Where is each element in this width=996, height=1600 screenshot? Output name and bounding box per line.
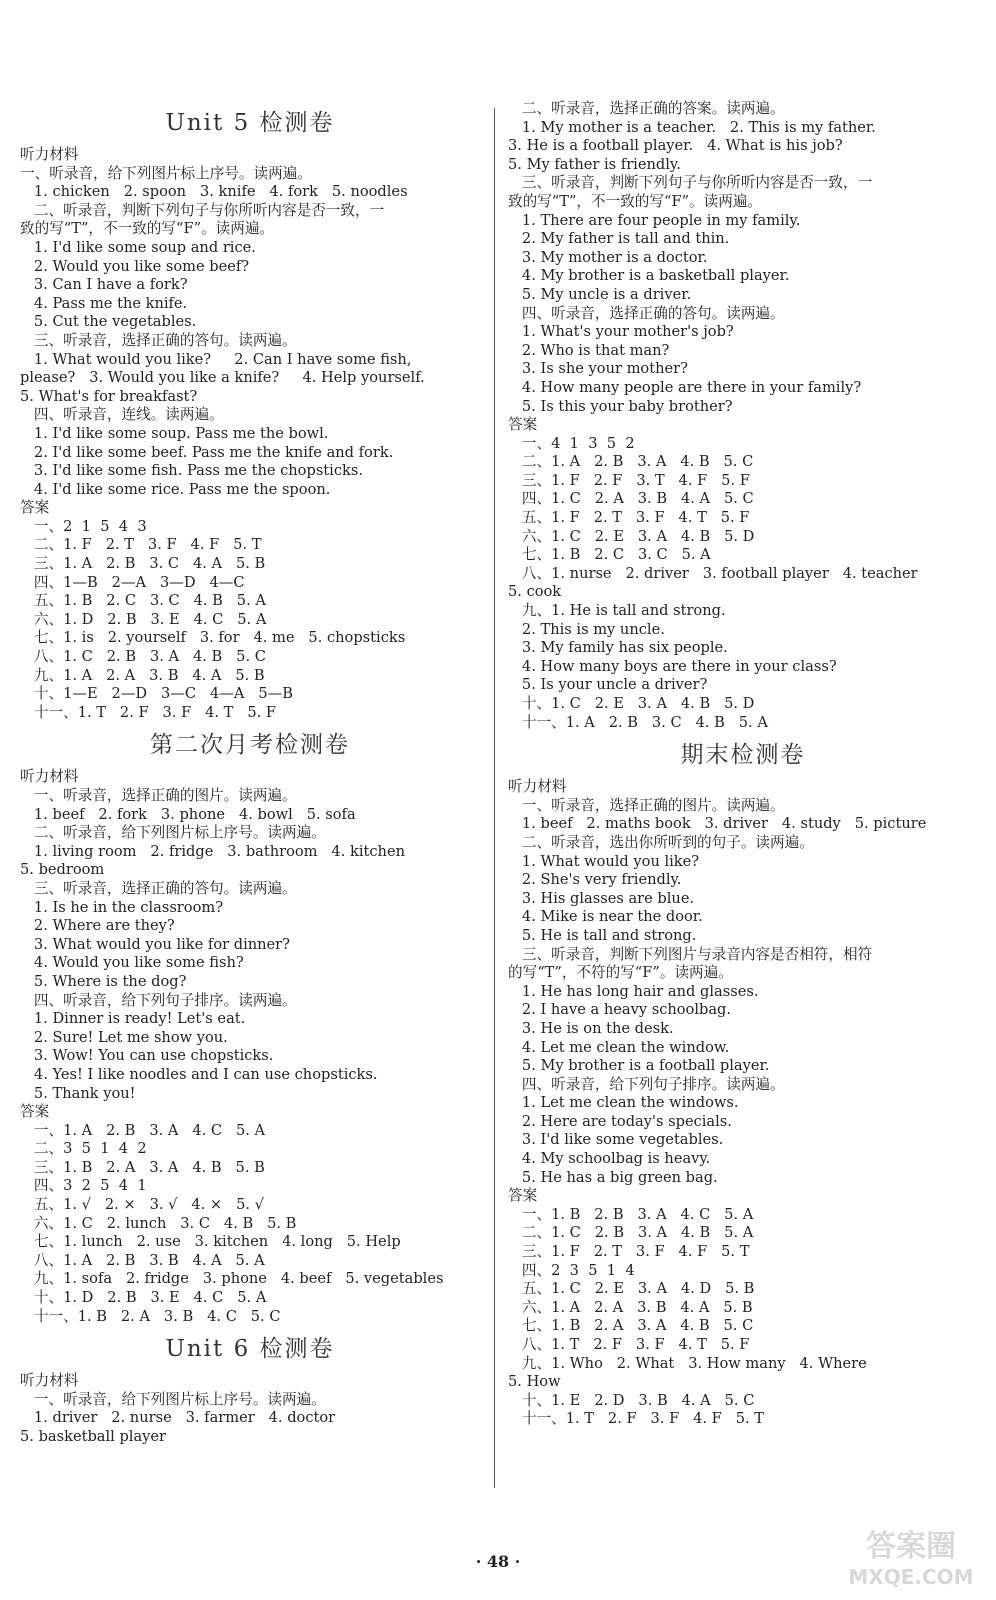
text-line: 一、听录音，给下列图片标上序号。读两遍。 [20, 164, 312, 182]
text-line: 1. I'd like some soup and rice. [20, 238, 256, 256]
text-line: 五、1. √ 2. × 3. √ 4. × 5. √ [20, 1196, 264, 1214]
text-line: 三、1. B 2. A 3. A 4. B 5. B [20, 1158, 265, 1176]
text-line: 十、1. C 2. E 3. A 4. B 5. D [508, 695, 755, 712]
text-line: 1. chicken 2. spoon 3. knife 4. fork 5. noodles [20, 183, 408, 201]
text-line: 八、1. C 2. B 3. A 4. B 5. C [20, 648, 266, 666]
text-line: 七、1. B 2. A 3. A 4. B 5. C [508, 1317, 754, 1335]
text-line: 九、1. He is tall and strong. [508, 602, 726, 620]
text-line: 九、1. Who 2. What 3. How many 4. Where [508, 1354, 867, 1372]
text-line: 七、1. B 2. C 3. C 5. A [508, 546, 711, 564]
text-line: 5. How [508, 1373, 561, 1391]
text-line: 1. My mother is a teacher. 2. This is my father. [508, 118, 876, 136]
text-line: 5. cook [508, 583, 562, 601]
text-line: 4. Pass me the knife. [20, 294, 188, 312]
text-line: 三、1. F 2. T 3. F 4. F 5. T [508, 1243, 750, 1261]
text-line: 听力材料 [20, 768, 79, 786]
text-line: 二、听录音，给下列图片标上序号。读两遍。 [20, 824, 326, 842]
text-line: 5. Cut the vegetables. [20, 313, 197, 331]
text-line: 三、1. A 2. B 3. C 4. A 5. B [20, 555, 266, 573]
text-line: 4. Would you like some fish? [20, 954, 244, 972]
column-divider [494, 108, 495, 1488]
text-line: 十一、1. A 2. B 3. C 4. B 5. A [508, 713, 768, 731]
text-line: 九、1. sofa 2. fridge 3. phone 4. beef 5. vegetables [20, 1270, 444, 1288]
text-line: 5. basketball player [20, 1428, 167, 1445]
text-line: 致的写“T”，不一致的写“F”。读两遍。 [508, 192, 763, 210]
text-line: 听力材料 [20, 146, 79, 163]
text-line: 2. She's very friendly. [508, 871, 682, 889]
text-line: 三、听录音，判断下列图片与录音内容是否相符，相符 [508, 945, 873, 963]
text-line: 八、1. nurse 2. driver 3. football player 4. teacher [508, 564, 918, 582]
text-line: 4. I'd like some rice. Pass me the spoon. [20, 480, 331, 498]
text-line: 1. beef 2. maths book 3. driver 4. study 5. picture [508, 815, 927, 833]
text-line: please? 3. Would you like a knife? 4. Help yourself. [20, 369, 425, 387]
text-line: 七、1. is 2. yourself 3. for 4. me 5. chopsticks [20, 629, 406, 647]
text-line: 八、1. A 2. B 3. B 4. A 5. A [20, 1251, 265, 1269]
text-line: 4. My schoolbag is heavy. [508, 1150, 711, 1168]
section-title: Unit 6 检测卷 [165, 1336, 335, 1363]
text-line: 1. I'd like some soup. Pass me the bowl. [20, 424, 329, 442]
section-title: Unit 5 检测卷 [165, 110, 335, 136]
svg-text:MXQE.COM: MXQE.COM [848, 1565, 974, 1589]
text-line: 答案 [508, 416, 538, 434]
text-line: 五、1. F 2. T 3. F 4. T 5. F [508, 509, 750, 527]
text-line: 5. My father is friendly. [508, 155, 681, 173]
text-line: 5. Where is the dog? [20, 972, 187, 990]
text-line: 3. I'd like some vegetables. [508, 1131, 724, 1149]
text-line: 五、1. B 2. C 3. C 4. B 5. A [20, 592, 266, 610]
text-line: 1. Let me clean the windows. [508, 1094, 739, 1112]
text-line: 二、1. A 2. B 3. A 4. B 5. C [508, 453, 754, 471]
text-line: 二、听录音，判断下列句子与你所听内容是否一致，一 [20, 201, 385, 219]
text-line: 六、1. C 2. lunch 3. C 4. B 5. B [20, 1214, 297, 1232]
text-line: 5. What's for breakfast? [20, 387, 198, 405]
text-line: 四、听录音，给下列句子排序。读两遍。 [20, 991, 297, 1009]
text-line: 十一、1. B 2. A 3. B 4. C 5. C [20, 1307, 281, 1325]
text-line: 四、3 2 5 4 1 [20, 1177, 147, 1195]
text-line: 八、1. T 2. F 3. F 4. T 5. F [508, 1336, 750, 1353]
text-line: 3. He is on the desk. [508, 1019, 674, 1037]
text-line: 一、听录音，选择正确的图片。读两遍。 [20, 787, 297, 804]
text-line: 3. His glasses are blue. [508, 889, 695, 907]
text-line: 3. What would you like for dinner? [20, 935, 290, 953]
text-line: 3. Is she your mother? [508, 360, 688, 378]
text-line: 一、4 1 3 5 2 [508, 434, 635, 452]
section-title: 第二次月考检测卷 [150, 732, 350, 759]
text-line: 三、听录音，判断下列句子与你所听内容是否一致，一 [508, 174, 873, 192]
text-line: 二、听录音，选出你所听到的句子。读两遍。 [508, 833, 814, 851]
text-line: 十一、1. T 2. F 3. F 4. F 5. T [508, 1410, 765, 1428]
text-line: 4. How many people are there in your family? [508, 378, 862, 396]
text-line: 二、3 5 1 4 2 [20, 1140, 147, 1158]
left-column [20, 100, 480, 1447]
text-line: 2. This is my uncle. [508, 620, 665, 638]
text-line: 3. Can I have a fork? [20, 276, 188, 294]
text-line: 四、听录音，连线。读两遍。 [20, 406, 224, 424]
text-line: 1. living room 2. fridge 3. bathroom 4. kitchen [20, 842, 405, 860]
svg-text:答案圈: 答案圈 [866, 1529, 956, 1564]
text-line: 5. Is this your baby brother? [508, 397, 733, 415]
text-line: 1. Is he in the classroom? [20, 898, 224, 916]
text-line: 四、1. C 2. A 3. B 4. A 5. C [508, 490, 754, 508]
text-line: 2. I'd like some beef. Pass me the knife and fork. [20, 443, 394, 461]
text-line: 一、1. B 2. B 3. A 4. C 5. A [508, 1205, 754, 1223]
text-line: 三、1. F 2. F 3. T 4. F 5. F [508, 471, 750, 489]
text-line: 2. Where are they? [20, 917, 175, 935]
text-line: 三、听录音，选择正确的答句。读两遍。 [20, 879, 297, 897]
text-line: 3. He is a football player. 4. What is his job? [508, 137, 843, 155]
text-line: 六、1. A 2. A 3. B 4. A 5. B [508, 1298, 753, 1316]
text-line: 一、2 1 5 4 3 [20, 517, 147, 535]
text-line: 5. bedroom [20, 861, 105, 879]
text-line: 答案 [20, 1103, 50, 1121]
text-line: 四、1—B 2—A 3—D 4—C [20, 573, 245, 591]
text-line: 4. Yes! I like noodles and I can use chopsticks. [20, 1065, 378, 1083]
text-line: 2. Sure! Let me show you. [20, 1028, 228, 1046]
text-line: 七、1. lunch 2. use 3. kitchen 4. long 5. Help [20, 1233, 401, 1251]
text-line: 致的写“T”，不一致的写“F”。读两遍。 [20, 220, 275, 238]
text-line: 2. Here are today's specials. [508, 1112, 732, 1130]
text-line: 4. My brother is a basketball player. [508, 267, 790, 285]
text-line: 1. What would you like? 2. Can I have some fish, [20, 350, 412, 368]
right-column [508, 100, 978, 1429]
text-line: 六、1. D 2. B 3. E 4. C 5. A [20, 610, 267, 628]
text-line: 十、1. D 2. B 3. E 4. C 5. A [20, 1289, 267, 1307]
text-line: 答案 [508, 1187, 538, 1205]
text-line: 十一、1. T 2. F 3. F 4. T 5. F [20, 703, 277, 721]
text-line: 六、1. C 2. E 3. A 4. B 5. D [508, 527, 755, 545]
text-line: 1. There are four people in my family. [508, 211, 801, 229]
text-line: 四、听录音，给下列句子排序。读两遍。 [508, 1075, 785, 1093]
text-line: 答案 [20, 499, 50, 517]
text-line: 5. My brother is a football player. [508, 1057, 770, 1075]
text-line: 4. How many boys are there in your class? [508, 657, 837, 675]
text-line: 1. He has long hair and glasses. [508, 982, 759, 1000]
text-line: 二、1. C 2. B 3. A 4. B 5. A [508, 1224, 754, 1242]
text-line: 2. Would you like some beef? [20, 257, 250, 275]
text-line: 3. Wow! You can use chopsticks. [20, 1047, 274, 1065]
text-line: 听力材料 [508, 778, 567, 796]
text-line: 的写“T”，不符的写“F”。读两遍。 [508, 964, 733, 982]
text-line: 3. I'd like some fish. Pass me the chopsticks. [20, 462, 363, 480]
text-line: 3. My family has six people. [508, 639, 728, 657]
text-line: 听力材料 [20, 1372, 79, 1390]
text-line: 一、听录音，选择正确的图片。读两遍。 [508, 796, 785, 814]
text-line: 2. Who is that man? [508, 341, 670, 359]
text-line: 1. What would you like? [508, 852, 700, 870]
text-line: 三、听录音，选择正确的答句。读两遍。 [20, 331, 297, 349]
text-line: 4. Mike is near the door. [508, 908, 703, 926]
text-line: 四、听录音，选择正确的答句。读两遍。 [508, 304, 785, 322]
text-line: 2. I have a heavy schoolbag. [508, 1001, 732, 1019]
text-line: 二、听录音，选择正确的答案。读两遍。 [508, 100, 785, 117]
text-line: 1. What's your mother's job? [508, 323, 734, 341]
text-line: 二、1. F 2. T 3. F 4. F 5. T [20, 536, 262, 554]
text-line: 一、1. A 2. B 3. A 4. C 5. A [20, 1121, 266, 1139]
section-title: 期末检测卷 [680, 742, 806, 769]
text-line: 2. My father is tall and thin. [508, 230, 730, 248]
text-line: 九、1. A 2. A 3. B 4. A 5. B [20, 666, 265, 684]
text-line: 五、1. C 2. E 3. A 4. D 5. B [508, 1280, 755, 1298]
page-number: · 48 · [475, 1552, 521, 1571]
text-line: 5. He has a big green bag. [508, 1168, 718, 1186]
text-line: 四、2 3 5 1 4 [508, 1261, 635, 1279]
text-line: 5. He is tall and strong. [508, 926, 697, 944]
text-line: 5. My uncle is a driver. [508, 285, 692, 303]
text-line: 1. Dinner is ready! Let's eat. [20, 1010, 246, 1028]
watermark-logo [836, 1520, 986, 1592]
text-line: 3. My mother is a doctor. [508, 248, 708, 266]
text-line: 一、听录音，给下列图片标上序号。读两遍。 [20, 1390, 326, 1408]
text-line: 5. Is your uncle a driver? [508, 676, 708, 694]
text-line: 十、1—E 2—D 3—C 4—A 5—B [20, 685, 293, 703]
text-line: 1. driver 2. nurse 3. farmer 4. doctor [20, 1409, 336, 1427]
text-line: 1. beef 2. fork 3. phone 4. bowl 5. sofa [20, 805, 356, 823]
text-line: 十、1. E 2. D 3. B 4. A 5. C [508, 1391, 755, 1409]
text-line: 5. Thank you! [20, 1084, 136, 1102]
text-line: 4. Let me clean the window. [508, 1038, 730, 1056]
